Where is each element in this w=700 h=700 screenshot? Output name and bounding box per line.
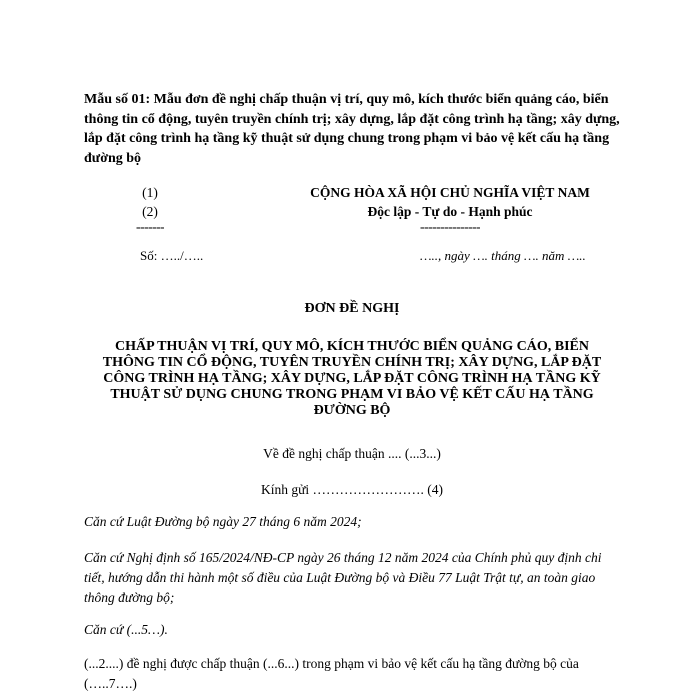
request-paragraph: (...2....) đề nghị được chấp thuận (...6...) trong phạm vi bảo vệ kết cấu hạ tầng đường bộ của (…..7….): [84, 656, 579, 691]
document-subject: CHẤP THUẬN VỊ TRÍ, QUY MÔ, KÍCH THƯỚC BIỂN QUẢNG CÁO, BIỂN THÔNG TIN CỔ ĐỘNG, TUYÊN TRUYỀN CHÍNH TRỊ; XÂY DỰNG, LẮP ĐẶT CÔNG TRÌNH HẠ TẦNG; XÂY DỰNG, LẮP ĐẶT CÔNG TRÌNH HẠ TẦNG KỸ THUẬT SỬ DỤNG CHUNG TRONG PHẠM VI BẢO VỆ KẾT CẤU HẠ TẦNG ĐƯỜNG BỘ: [102, 339, 602, 418]
agency-placeholder-1: (1): [142, 185, 158, 200]
right-separator: ---------------: [420, 219, 480, 234]
national-title: CỘNG HÒA XÃ HỘI CHỦ NGHĨA VIỆT NAM: [310, 185, 590, 200]
regarding-line: Về đề nghị chấp thuận .... (...3...): [263, 446, 441, 461]
national-motto: Độc lập - Tự do - Hạnh phúc: [367, 204, 533, 219]
basis-paragraph: Căn cứ Nghị định số 165/2024/NĐ-CP ngày 26 tháng 12 năm 2024 của Chính phủ quy định chi tiết, hướng dẫn thi hành một số điều của Luật Đường bộ và Điều 77 Luật Trật tự, an toàn giao thông đường bộ;: [84, 550, 602, 605]
document-date: ….., ngày …. tháng …. năm …..: [420, 248, 586, 263]
basis-paragraph: Căn cứ Luật Đường bộ ngày 27 tháng 6 năm 2024;: [84, 514, 362, 529]
recipient-line: Kính gửi ……………………. (4): [260, 482, 444, 497]
document-type: ĐƠN ĐỀ NGHỊ: [304, 301, 400, 316]
agency-placeholder-2: (2): [142, 204, 158, 219]
basis-paragraph: Căn cứ (...5…).: [84, 622, 168, 637]
form-title: Mẫu số 01: Mẫu đơn đề nghị chấp thuận vị trí, quy mô, kích thước biển quảng cáo, biển thông tin cổ động, tuyên truyền chính trị; xây dựng, lắp đặt công trình hạ tầng; xây dựng, lắp đặt công trình hạ tầng kỹ thuật sử dụng chung trong phạm vi bảo vệ kết cấu hạ tầng đường bộ: [84, 92, 620, 166]
left-separator: -------: [136, 219, 164, 234]
document-number: Số: …../…..: [140, 248, 204, 263]
